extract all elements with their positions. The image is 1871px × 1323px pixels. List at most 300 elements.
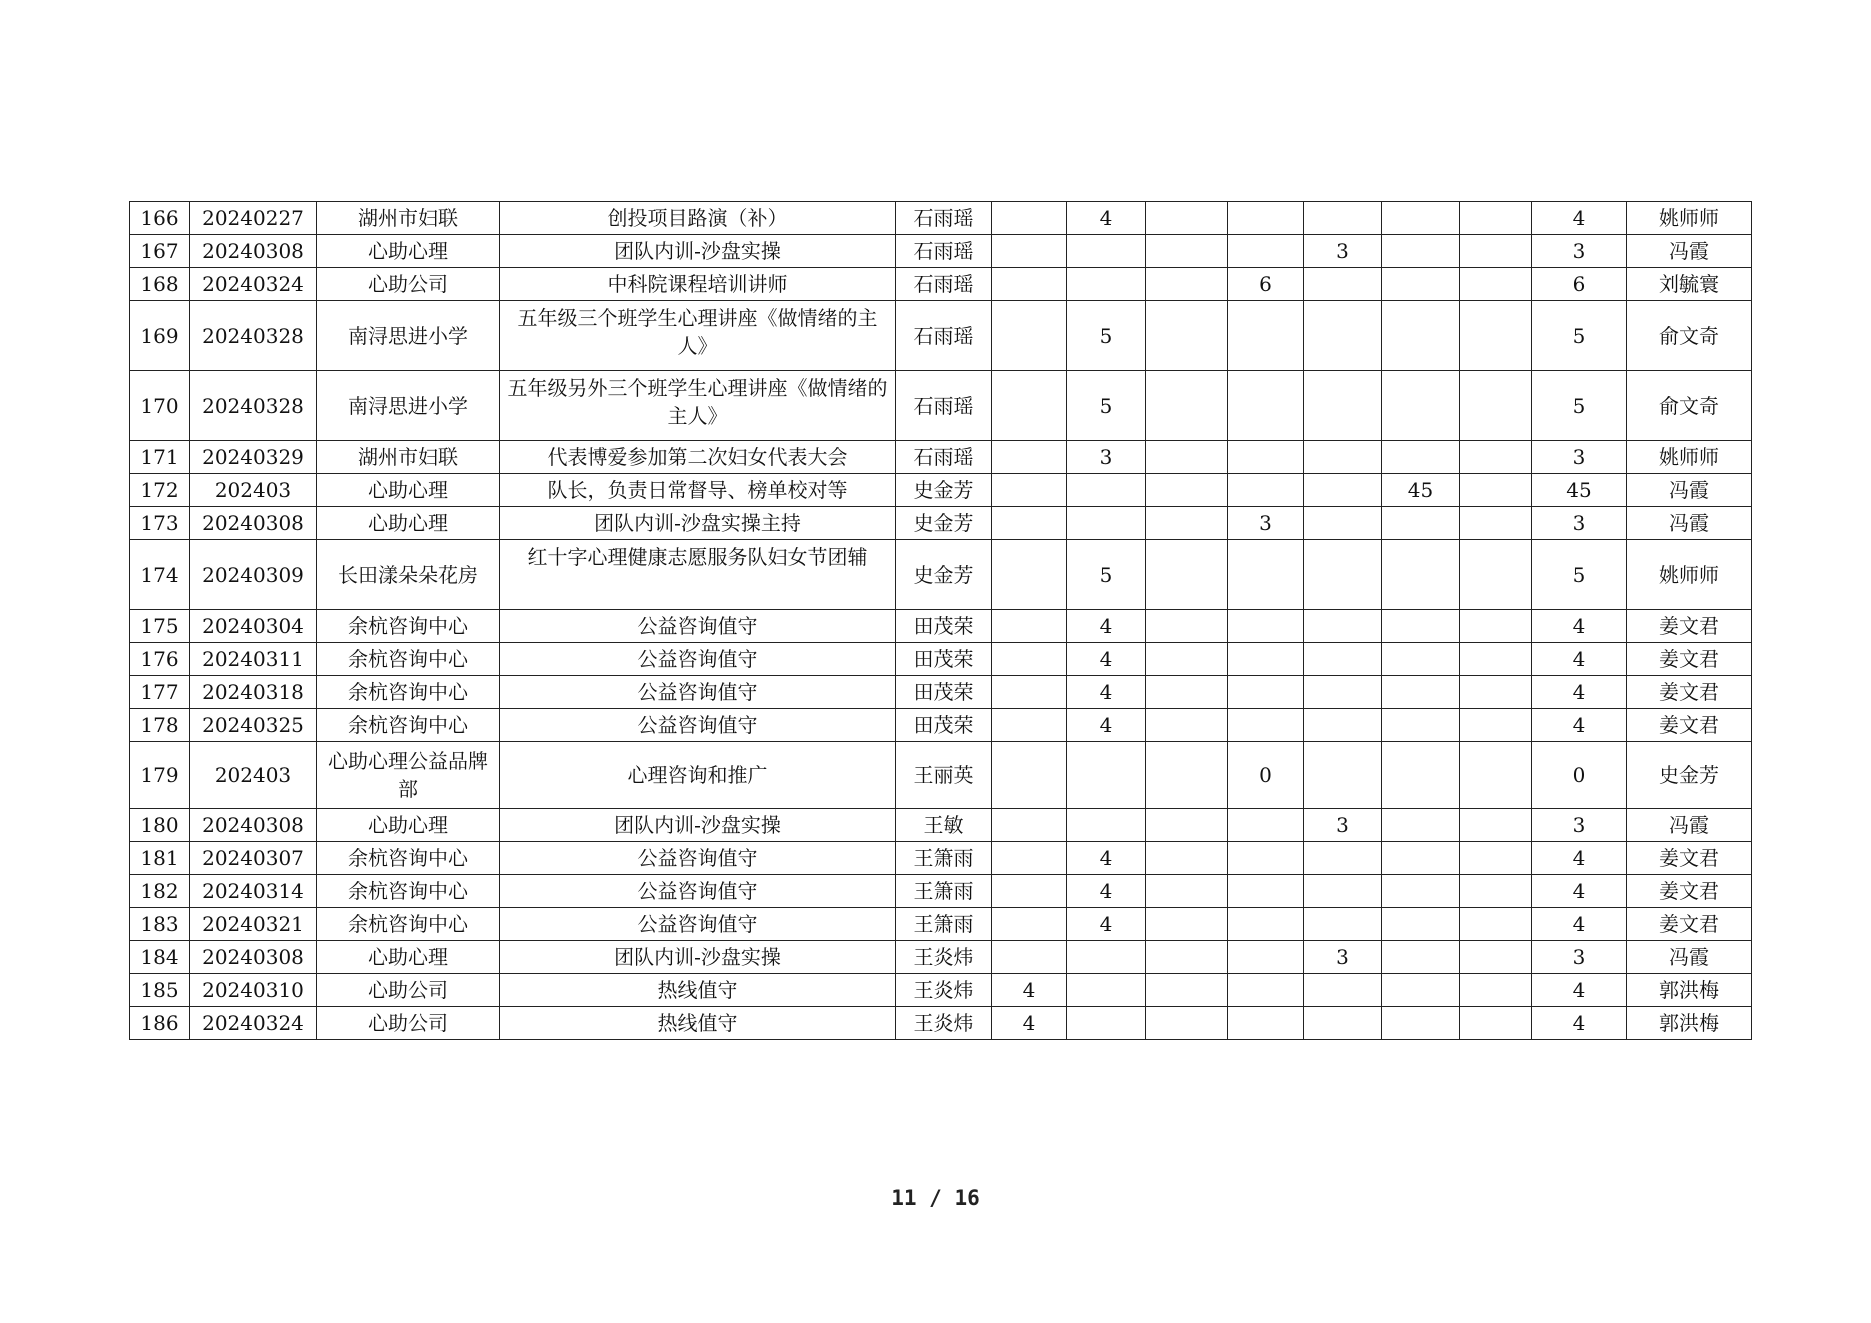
organization-cell: 余杭咨询中心 [317, 643, 500, 676]
hours-col-2-cell [1067, 809, 1146, 842]
hours-col-2-cell [1067, 474, 1146, 507]
hours-col-6-cell [1382, 235, 1460, 268]
row-number-cell: 166 [130, 202, 190, 235]
activity-cell: 心理咨询和推广 [500, 742, 896, 809]
table-row [130, 742, 1752, 809]
hours-col-1-cell [992, 371, 1067, 441]
hours-col-6-cell [1382, 676, 1460, 709]
hours-col-3-cell [1146, 842, 1228, 875]
hours-col-6-cell [1382, 268, 1460, 301]
row-number-cell: 185 [130, 974, 190, 1007]
hours-col-5-cell [1304, 974, 1382, 1007]
hours-col-3-cell [1146, 908, 1228, 941]
row-number-cell: 179 [130, 742, 190, 809]
hours-col-6-cell [1382, 371, 1460, 441]
activity-cell: 公益咨询值守 [500, 643, 896, 676]
organization-cell: 长田漾朵朵花房 [317, 540, 500, 610]
organization-cell: 心助公司 [317, 1007, 500, 1040]
total-hours-cell: 3 [1532, 941, 1627, 974]
table-row [130, 908, 1752, 941]
table-row [130, 676, 1752, 709]
volunteer-hours-table [129, 201, 1752, 1040]
hours-col-5-cell [1304, 474, 1382, 507]
date-cell: 20240328 [190, 371, 317, 441]
hours-col-4-cell [1228, 474, 1304, 507]
table-row [130, 268, 1752, 301]
volunteer-name-cell: 石雨瑶 [896, 202, 992, 235]
volunteer-name-cell: 石雨瑶 [896, 371, 992, 441]
row-number-cell: 171 [130, 441, 190, 474]
volunteer-name-cell: 王炎炜 [896, 974, 992, 1007]
volunteer-name-cell: 石雨瑶 [896, 301, 992, 371]
contact-person-cell: 俞文奇 [1627, 301, 1752, 371]
volunteer-name-cell: 田茂荣 [896, 676, 992, 709]
hours-col-2-cell [1067, 941, 1146, 974]
hours-col-1-cell [992, 268, 1067, 301]
volunteer-name-cell: 王炎炜 [896, 941, 992, 974]
organization-cell: 余杭咨询中心 [317, 610, 500, 643]
table-row [130, 610, 1752, 643]
hours-col-1-cell [992, 235, 1067, 268]
contact-person-cell: 姜文君 [1627, 643, 1752, 676]
hours-col-2-cell [1067, 268, 1146, 301]
hours-col-4-cell [1228, 875, 1304, 908]
volunteer-name-cell: 田茂荣 [896, 643, 992, 676]
volunteer-name-cell: 田茂荣 [896, 709, 992, 742]
hours-col-6-cell [1382, 643, 1460, 676]
activity-cell: 公益咨询值守 [500, 709, 896, 742]
hours-col-3-cell [1146, 875, 1228, 908]
hours-col-2-cell: 3 [1067, 441, 1146, 474]
hours-col-2-cell [1067, 235, 1146, 268]
hours-col-7-cell [1460, 842, 1532, 875]
activity-cell: 红十字心理健康志愿服务队妇女节团辅 [500, 540, 896, 610]
hours-col-5-cell [1304, 507, 1382, 540]
table-row [130, 709, 1752, 742]
hours-col-7-cell [1460, 441, 1532, 474]
hours-col-1-cell [992, 474, 1067, 507]
contact-person-cell: 姜文君 [1627, 908, 1752, 941]
hours-col-5-cell [1304, 676, 1382, 709]
activity-cell: 代表博爱参加第二次妇女代表大会 [500, 441, 896, 474]
row-number-cell: 181 [130, 842, 190, 875]
hours-col-1-cell [992, 441, 1067, 474]
row-number-cell: 186 [130, 1007, 190, 1040]
hours-col-7-cell [1460, 474, 1532, 507]
volunteer-name-cell: 王箫雨 [896, 875, 992, 908]
hours-col-3-cell [1146, 676, 1228, 709]
volunteer-name-cell: 史金芳 [896, 540, 992, 610]
date-cell: 20240311 [190, 643, 317, 676]
hours-col-3-cell [1146, 540, 1228, 610]
contact-person-cell: 姜文君 [1627, 709, 1752, 742]
table-row [130, 202, 1752, 235]
total-hours-cell: 4 [1532, 202, 1627, 235]
contact-person-cell: 姚师师 [1627, 540, 1752, 610]
date-cell: 20240318 [190, 676, 317, 709]
hours-col-3-cell [1146, 268, 1228, 301]
hours-col-6-cell [1382, 875, 1460, 908]
organization-cell: 余杭咨询中心 [317, 676, 500, 709]
hours-col-3-cell [1146, 474, 1228, 507]
hours-col-7-cell [1460, 809, 1532, 842]
activity-cell: 公益咨询值守 [500, 676, 896, 709]
hours-col-3-cell [1146, 371, 1228, 441]
hours-col-4-cell [1228, 1007, 1304, 1040]
date-cell: 20240308 [190, 809, 317, 842]
date-cell: 20240314 [190, 875, 317, 908]
contact-person-cell: 史金芳 [1627, 742, 1752, 809]
hours-col-3-cell [1146, 610, 1228, 643]
contact-person-cell: 姜文君 [1627, 610, 1752, 643]
contact-person-cell: 刘毓寰 [1627, 268, 1752, 301]
hours-col-3-cell [1146, 709, 1228, 742]
total-hours-cell: 4 [1532, 842, 1627, 875]
total-hours-cell: 4 [1532, 1007, 1627, 1040]
date-cell: 202403 [190, 742, 317, 809]
hours-col-4-cell [1228, 908, 1304, 941]
hours-col-5-cell: 3 [1304, 235, 1382, 268]
table-row [130, 371, 1752, 441]
hours-col-4-cell: 0 [1228, 742, 1304, 809]
hours-col-3-cell [1146, 809, 1228, 842]
hours-col-5-cell [1304, 441, 1382, 474]
hours-col-1-cell [992, 610, 1067, 643]
hours-col-3-cell [1146, 742, 1228, 809]
hours-col-3-cell [1146, 441, 1228, 474]
hours-col-7-cell [1460, 371, 1532, 441]
hours-col-4-cell [1228, 301, 1304, 371]
table-row [130, 643, 1752, 676]
volunteer-name-cell: 王箫雨 [896, 908, 992, 941]
hours-col-3-cell [1146, 507, 1228, 540]
date-cell: 20240308 [190, 507, 317, 540]
hours-col-2-cell [1067, 507, 1146, 540]
total-hours-cell: 3 [1532, 441, 1627, 474]
total-hours-cell: 4 [1532, 610, 1627, 643]
hours-col-1-cell [992, 643, 1067, 676]
hours-col-2-cell [1067, 974, 1146, 1007]
hours-col-2-cell: 4 [1067, 709, 1146, 742]
hours-col-3-cell [1146, 974, 1228, 1007]
organization-cell: 湖州市妇联 [317, 202, 500, 235]
hours-col-6-cell: 45 [1382, 474, 1460, 507]
date-cell: 20240308 [190, 941, 317, 974]
activity-cell: 中科院课程培训讲师 [500, 268, 896, 301]
volunteer-name-cell: 王箫雨 [896, 842, 992, 875]
table-row [130, 974, 1752, 1007]
row-number-cell: 173 [130, 507, 190, 540]
hours-col-4-cell: 6 [1228, 268, 1304, 301]
hours-col-4-cell [1228, 809, 1304, 842]
hours-col-3-cell [1146, 643, 1228, 676]
table-row [130, 507, 1752, 540]
date-cell: 20240309 [190, 540, 317, 610]
hours-col-3-cell [1146, 235, 1228, 268]
hours-col-2-cell: 5 [1067, 540, 1146, 610]
volunteer-name-cell: 田茂荣 [896, 610, 992, 643]
row-number-cell: 176 [130, 643, 190, 676]
contact-person-cell: 姚师师 [1627, 441, 1752, 474]
hours-col-4-cell [1228, 643, 1304, 676]
row-number-cell: 169 [130, 301, 190, 371]
activity-cell: 公益咨询值守 [500, 875, 896, 908]
activity-cell: 团队内训-沙盘实操 [500, 235, 896, 268]
hours-col-7-cell [1460, 610, 1532, 643]
hours-col-3-cell [1146, 1007, 1228, 1040]
hours-col-3-cell [1146, 941, 1228, 974]
hours-col-7-cell [1460, 268, 1532, 301]
total-hours-cell: 5 [1532, 371, 1627, 441]
hours-col-7-cell [1460, 643, 1532, 676]
activity-cell: 公益咨询值守 [500, 908, 896, 941]
date-cell: 20240308 [190, 235, 317, 268]
total-hours-cell: 0 [1532, 742, 1627, 809]
hours-col-6-cell [1382, 709, 1460, 742]
hours-col-5-cell [1304, 1007, 1382, 1040]
hours-col-7-cell [1460, 908, 1532, 941]
hours-col-4-cell [1228, 441, 1304, 474]
table-row [130, 301, 1752, 371]
hours-col-7-cell [1460, 1007, 1532, 1040]
hours-col-4-cell [1228, 371, 1304, 441]
hours-col-1-cell: 4 [992, 1007, 1067, 1040]
hours-col-1-cell [992, 301, 1067, 371]
hours-col-5-cell [1304, 610, 1382, 643]
contact-person-cell: 冯霞 [1627, 941, 1752, 974]
activity-cell: 五年级三个班学生心理讲座《做情绪的主人》 [500, 301, 896, 371]
contact-person-cell: 郭洪梅 [1627, 974, 1752, 1007]
contact-person-cell: 冯霞 [1627, 235, 1752, 268]
total-hours-cell: 4 [1532, 709, 1627, 742]
date-cell: 20240325 [190, 709, 317, 742]
activity-cell: 公益咨询值守 [500, 842, 896, 875]
row-number-cell: 182 [130, 875, 190, 908]
hours-col-1-cell [992, 809, 1067, 842]
hours-col-1-cell [992, 540, 1067, 610]
table-row [130, 540, 1752, 610]
hours-col-4-cell [1228, 610, 1304, 643]
hours-col-1-cell [992, 908, 1067, 941]
row-number-cell: 172 [130, 474, 190, 507]
hours-col-5-cell [1304, 301, 1382, 371]
hours-col-7-cell [1460, 941, 1532, 974]
hours-col-5-cell [1304, 540, 1382, 610]
date-cell: 20240329 [190, 441, 317, 474]
total-hours-cell: 3 [1532, 507, 1627, 540]
row-number-cell: 184 [130, 941, 190, 974]
hours-col-5-cell [1304, 643, 1382, 676]
organization-cell: 心助心理 [317, 507, 500, 540]
hours-col-7-cell [1460, 676, 1532, 709]
hours-col-6-cell [1382, 441, 1460, 474]
contact-person-cell: 姜文君 [1627, 875, 1752, 908]
total-hours-cell: 3 [1532, 235, 1627, 268]
organization-cell: 余杭咨询中心 [317, 875, 500, 908]
hours-col-4-cell: 3 [1228, 507, 1304, 540]
organization-cell: 余杭咨询中心 [317, 709, 500, 742]
hours-col-2-cell: 5 [1067, 301, 1146, 371]
total-hours-cell: 6 [1532, 268, 1627, 301]
hours-col-3-cell [1146, 301, 1228, 371]
hours-col-2-cell: 4 [1067, 202, 1146, 235]
organization-cell: 南浔思进小学 [317, 371, 500, 441]
organization-cell: 心助心理 [317, 809, 500, 842]
hours-col-6-cell [1382, 742, 1460, 809]
date-cell: 20240304 [190, 610, 317, 643]
activity-cell: 公益咨询值守 [500, 610, 896, 643]
activity-cell: 热线值守 [500, 1007, 896, 1040]
volunteer-name-cell: 石雨瑶 [896, 441, 992, 474]
hours-col-6-cell [1382, 1007, 1460, 1040]
organization-cell: 心助心理 [317, 235, 500, 268]
activity-cell: 五年级另外三个班学生心理讲座《做情绪的主人》 [500, 371, 896, 441]
row-number-cell: 175 [130, 610, 190, 643]
table-row [130, 235, 1752, 268]
hours-col-3-cell [1146, 202, 1228, 235]
hours-col-2-cell [1067, 1007, 1146, 1040]
contact-person-cell: 冯霞 [1627, 809, 1752, 842]
volunteer-name-cell: 史金芳 [896, 507, 992, 540]
hours-col-7-cell [1460, 202, 1532, 235]
hours-col-7-cell [1460, 507, 1532, 540]
hours-col-4-cell [1228, 676, 1304, 709]
hours-col-6-cell [1382, 842, 1460, 875]
hours-col-2-cell: 4 [1067, 676, 1146, 709]
hours-col-7-cell [1460, 974, 1532, 1007]
hours-col-4-cell [1228, 540, 1304, 610]
contact-person-cell: 冯霞 [1627, 507, 1752, 540]
hours-col-7-cell [1460, 235, 1532, 268]
hours-col-1-cell: 4 [992, 974, 1067, 1007]
total-hours-cell: 4 [1532, 974, 1627, 1007]
hours-col-7-cell [1460, 709, 1532, 742]
hours-col-5-cell [1304, 908, 1382, 941]
volunteer-name-cell: 王丽英 [896, 742, 992, 809]
table-row [130, 1007, 1752, 1040]
hours-col-5-cell [1304, 371, 1382, 441]
hours-col-5-cell [1304, 202, 1382, 235]
hours-col-2-cell: 4 [1067, 610, 1146, 643]
hours-col-5-cell [1304, 875, 1382, 908]
hours-col-1-cell [992, 202, 1067, 235]
hours-col-7-cell [1460, 540, 1532, 610]
table-row [130, 842, 1752, 875]
hours-col-4-cell [1228, 709, 1304, 742]
activity-cell: 团队内训-沙盘实操 [500, 941, 896, 974]
organization-cell: 心助心理 [317, 474, 500, 507]
organization-cell: 湖州市妇联 [317, 441, 500, 474]
hours-col-5-cell [1304, 709, 1382, 742]
volunteer-name-cell: 石雨瑶 [896, 268, 992, 301]
date-cell: 20240310 [190, 974, 317, 1007]
volunteer-name-cell: 王炎炜 [896, 1007, 992, 1040]
hours-col-5-cell [1304, 268, 1382, 301]
date-cell: 20240324 [190, 268, 317, 301]
hours-col-4-cell [1228, 235, 1304, 268]
activity-cell: 团队内训-沙盘实操主持 [500, 507, 896, 540]
activity-cell: 队长，负责日常督导、榜单校对等 [500, 474, 896, 507]
row-number-cell: 167 [130, 235, 190, 268]
activity-cell: 热线值守 [500, 974, 896, 1007]
contact-person-cell: 姜文君 [1627, 842, 1752, 875]
volunteer-name-cell: 王敏 [896, 809, 992, 842]
hours-col-2-cell: 5 [1067, 371, 1146, 441]
hours-col-2-cell: 4 [1067, 643, 1146, 676]
table-row [130, 474, 1752, 507]
contact-person-cell: 郭洪梅 [1627, 1007, 1752, 1040]
total-hours-cell: 5 [1532, 301, 1627, 371]
hours-col-5-cell: 3 [1304, 809, 1382, 842]
row-number-cell: 168 [130, 268, 190, 301]
total-hours-cell: 4 [1532, 875, 1627, 908]
hours-col-1-cell [992, 875, 1067, 908]
organization-cell: 心助心理 [317, 941, 500, 974]
row-number-cell: 170 [130, 371, 190, 441]
hours-col-1-cell [992, 941, 1067, 974]
hours-col-5-cell: 3 [1304, 941, 1382, 974]
hours-col-2-cell: 4 [1067, 908, 1146, 941]
date-cell: 20240307 [190, 842, 317, 875]
total-hours-cell: 4 [1532, 908, 1627, 941]
total-hours-cell: 4 [1532, 643, 1627, 676]
hours-col-4-cell [1228, 974, 1304, 1007]
hours-col-1-cell [992, 709, 1067, 742]
hours-col-2-cell [1067, 742, 1146, 809]
hours-col-5-cell [1304, 842, 1382, 875]
hours-col-6-cell [1382, 809, 1460, 842]
hours-col-6-cell [1382, 202, 1460, 235]
contact-person-cell: 冯霞 [1627, 474, 1752, 507]
total-hours-cell: 5 [1532, 540, 1627, 610]
hours-col-6-cell [1382, 301, 1460, 371]
row-number-cell: 177 [130, 676, 190, 709]
hours-col-7-cell [1460, 875, 1532, 908]
row-number-cell: 183 [130, 908, 190, 941]
organization-cell: 南浔思进小学 [317, 301, 500, 371]
page-number: 11 / 16 [891, 1186, 980, 1210]
hours-col-5-cell [1304, 742, 1382, 809]
hours-col-1-cell [992, 742, 1067, 809]
total-hours-cell: 45 [1532, 474, 1627, 507]
hours-col-1-cell [992, 676, 1067, 709]
contact-person-cell: 姚师师 [1627, 202, 1752, 235]
hours-col-6-cell [1382, 540, 1460, 610]
row-number-cell: 178 [130, 709, 190, 742]
hours-col-7-cell [1460, 301, 1532, 371]
table-row [130, 441, 1752, 474]
contact-person-cell: 姜文君 [1627, 676, 1752, 709]
hours-col-6-cell [1382, 941, 1460, 974]
hours-col-4-cell [1228, 202, 1304, 235]
hours-col-6-cell [1382, 974, 1460, 1007]
row-number-cell: 180 [130, 809, 190, 842]
activity-cell: 团队内训-沙盘实操 [500, 809, 896, 842]
organization-cell: 心助公司 [317, 974, 500, 1007]
date-cell: 20240321 [190, 908, 317, 941]
table-row [130, 941, 1752, 974]
organization-cell: 心助公司 [317, 268, 500, 301]
total-hours-cell: 3 [1532, 809, 1627, 842]
date-cell: 20240227 [190, 202, 317, 235]
date-cell: 20240324 [190, 1007, 317, 1040]
contact-person-cell: 俞文奇 [1627, 371, 1752, 441]
hours-col-6-cell [1382, 610, 1460, 643]
organization-cell: 余杭咨询中心 [317, 908, 500, 941]
total-hours-cell: 4 [1532, 676, 1627, 709]
hours-col-2-cell: 4 [1067, 875, 1146, 908]
table-row [130, 809, 1752, 842]
